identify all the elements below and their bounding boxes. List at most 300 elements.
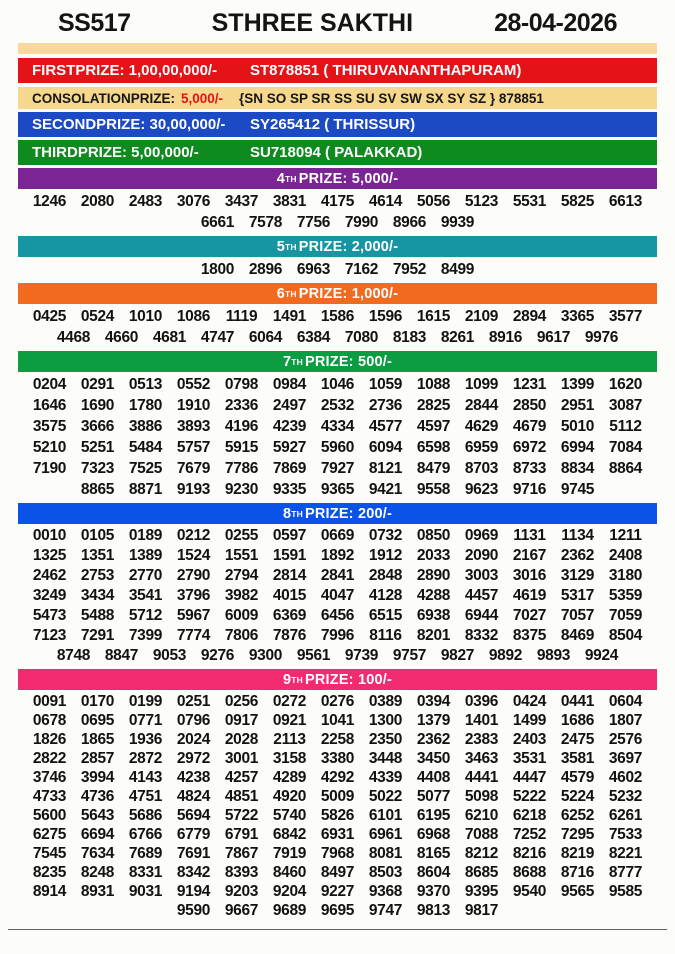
ticket-number: 6456 bbox=[320, 607, 355, 624]
ticket-number: 1399 bbox=[560, 375, 595, 393]
ticket-number: 9193 bbox=[176, 480, 211, 498]
ticket-row bbox=[18, 768, 657, 787]
ticket-row bbox=[18, 327, 657, 348]
ticket-number: 8165 bbox=[416, 844, 451, 862]
ticket-number: 4015 bbox=[272, 587, 307, 604]
ticket-number: 2951 bbox=[560, 396, 595, 414]
ticket-number: 5826 bbox=[320, 806, 355, 824]
ticket-number: 1379 bbox=[416, 711, 451, 729]
ticket-number: 6963 bbox=[296, 260, 331, 278]
ticket-number: 8469 bbox=[560, 627, 595, 644]
ticket-row bbox=[18, 730, 657, 749]
ticket-number: 5694 bbox=[176, 806, 211, 824]
ticket-number: 6064 bbox=[248, 328, 283, 346]
ticket-number: 2576 bbox=[608, 730, 643, 748]
third-prize-label: THIRDPRIZE: 5,00,000/- bbox=[32, 144, 199, 161]
ticket-number: 4257 bbox=[224, 768, 259, 786]
ticket-number: 7080 bbox=[344, 328, 379, 346]
ticket-number: 9716 bbox=[512, 480, 547, 498]
ticket-row bbox=[18, 212, 657, 233]
ticket-number: 2475 bbox=[560, 730, 595, 748]
ticket-number: 8748 bbox=[56, 647, 91, 664]
ticket-number: 4239 bbox=[272, 417, 307, 435]
ticket-number: 2109 bbox=[464, 307, 499, 325]
ticket-number: 7057 bbox=[560, 607, 595, 624]
prize-4-header: 4 TH PRIZE: 5,000/- bbox=[18, 168, 657, 189]
ticket-number: 8116 bbox=[369, 627, 402, 644]
ticket-row bbox=[18, 825, 657, 844]
ticket-number: 2532 bbox=[320, 396, 355, 414]
ticket-number: 9695 bbox=[320, 901, 355, 919]
ticket-number: 1351 bbox=[80, 547, 115, 564]
ticket-number: 4339 bbox=[368, 768, 403, 786]
ticket-number: 6101 bbox=[368, 806, 403, 824]
ticket-number: 7774 bbox=[176, 627, 211, 644]
ticket-number: 3746 bbox=[32, 768, 67, 786]
ticket-number: 9194 bbox=[176, 882, 211, 900]
ticket-number: 3531 bbox=[512, 749, 547, 767]
ticket-number: 0695 bbox=[80, 711, 115, 729]
ticket-number: 0396 bbox=[464, 692, 499, 710]
ticket-number: 7525 bbox=[128, 459, 163, 477]
ticket-number: 3575 bbox=[32, 417, 67, 435]
ticket-number: 0199 bbox=[128, 692, 163, 710]
ticket-number: 1690 bbox=[80, 396, 115, 414]
ticket-number: 5722 bbox=[224, 806, 259, 824]
ticket-number: 7088 bbox=[464, 825, 499, 843]
ticket-number: 1936 bbox=[128, 730, 163, 748]
ticket-row bbox=[18, 863, 657, 882]
ticket-number: 8703 bbox=[464, 459, 499, 477]
ticket-number: 8342 bbox=[176, 863, 211, 881]
ticket-row bbox=[18, 711, 657, 730]
ticket-number: 5473 bbox=[32, 607, 67, 624]
ticket-number: 6275 bbox=[32, 825, 67, 843]
ticket-number: 1826 bbox=[32, 730, 67, 748]
ticket-number: 8847 bbox=[104, 647, 139, 664]
ticket-number: 7123 bbox=[32, 627, 67, 644]
ticket-number: 6195 bbox=[416, 806, 451, 824]
prize-section-7 bbox=[18, 351, 657, 500]
ticket-number: 8183 bbox=[392, 328, 427, 346]
ticket-number: 3001 bbox=[224, 749, 259, 767]
ticket-row bbox=[18, 882, 657, 901]
ticket-number: 5488 bbox=[80, 607, 115, 624]
ticket-number: 2790 bbox=[176, 567, 211, 584]
ticket-number: 4143 bbox=[128, 768, 163, 786]
ticket-number: 4614 bbox=[368, 192, 403, 210]
ticket-number: 8460 bbox=[272, 863, 307, 881]
ticket-number: 7190 bbox=[32, 459, 67, 477]
ticket-number: 5643 bbox=[80, 806, 115, 824]
ticket-number: 0984 bbox=[272, 375, 307, 393]
ticket-number: 7084 bbox=[608, 438, 643, 456]
ticket-number: 4468 bbox=[56, 328, 91, 346]
ticket-number: 4128 bbox=[368, 587, 403, 604]
ticket-number: 6944 bbox=[464, 607, 499, 624]
ticket-number: 8966 bbox=[392, 213, 427, 231]
ticket-row bbox=[18, 844, 657, 863]
ticket-number: 1800 bbox=[200, 260, 235, 278]
ticket-number: 9747 bbox=[368, 901, 403, 919]
ticket-number: 1892 bbox=[320, 547, 355, 564]
ticket-number: 5600 bbox=[32, 806, 67, 824]
ticket-number: 4736 bbox=[80, 787, 115, 805]
ticket-number: 5123 bbox=[464, 192, 499, 210]
ticket-number: 9368 bbox=[368, 882, 403, 900]
ticket-number: 7533 bbox=[608, 825, 643, 843]
ticket-number: 5317 bbox=[560, 587, 595, 604]
ticket-number: 0424 bbox=[512, 692, 547, 710]
ticket-number: 8497 bbox=[320, 863, 355, 881]
ticket-number: 6009 bbox=[224, 607, 259, 624]
ticket-number: 8604 bbox=[416, 863, 451, 881]
ticket-number: 5098 bbox=[464, 787, 499, 805]
ticket-number: 6694 bbox=[80, 825, 115, 843]
ticket-number: 9053 bbox=[152, 647, 187, 664]
ticket-number: 9421 bbox=[368, 480, 403, 498]
ticket-number: 2497 bbox=[272, 396, 307, 414]
ticket-row bbox=[18, 416, 657, 437]
ticket-number: 3158 bbox=[272, 749, 307, 767]
ticket-number: 7323 bbox=[80, 459, 115, 477]
ticket-number: 5531 bbox=[512, 192, 547, 210]
ticket-number: 2408 bbox=[608, 547, 643, 564]
ticket-number: 8393 bbox=[224, 863, 259, 881]
ticket-number: 5740 bbox=[272, 806, 307, 824]
ticket-number: 4629 bbox=[464, 417, 499, 435]
ticket-row bbox=[18, 458, 657, 479]
ticket-number: 8685 bbox=[464, 863, 499, 881]
ticket-number: 2336 bbox=[224, 396, 259, 414]
ticket-number: 9617 bbox=[536, 328, 571, 346]
ticket-row bbox=[18, 191, 657, 212]
ticket-number: 4597 bbox=[416, 417, 451, 435]
ticket-number: 8235 bbox=[32, 863, 67, 881]
ticket-number: 5757 bbox=[176, 438, 211, 456]
ticket-number: 8216 bbox=[512, 844, 547, 862]
prize-header-text: 5 bbox=[276, 238, 286, 255]
prize-section-4 bbox=[18, 168, 657, 233]
ticket-number: 3016 bbox=[512, 567, 547, 584]
ticket-number: 5222 bbox=[512, 787, 547, 805]
ticket-number: 2794 bbox=[224, 567, 259, 584]
ticket-number: 0105 bbox=[80, 527, 115, 544]
ticket-number: 9335 bbox=[272, 480, 307, 498]
ticket-number: 7968 bbox=[320, 844, 355, 862]
ticket-number: 5915 bbox=[224, 438, 259, 456]
ticket-number: 3796 bbox=[176, 587, 211, 604]
prize-9-header: 9 TH PRIZE: 100/- bbox=[18, 669, 657, 690]
ticket-number: 0597 bbox=[272, 527, 307, 544]
ticket-number: 1046 bbox=[320, 375, 355, 393]
ticket-number: 2350 bbox=[368, 730, 403, 748]
ticket-number: 4679 bbox=[512, 417, 547, 435]
ticket-number: 8716 bbox=[560, 863, 595, 881]
ticket-number: 1524 bbox=[176, 547, 211, 564]
ticket-row bbox=[18, 692, 657, 711]
consolation-series-list: {SN SO SP SR SS SU SV SW SX SY SZ } 878851 bbox=[239, 90, 544, 106]
prize-header-text: 8 bbox=[282, 505, 292, 522]
ticket-number: 9585 bbox=[608, 882, 643, 900]
ticket-number: 9924 bbox=[584, 647, 619, 664]
ticket-number: 0796 bbox=[176, 711, 211, 729]
ticket-number: 3003 bbox=[464, 567, 499, 584]
ticket-row bbox=[18, 787, 657, 806]
ticket-number: 4824 bbox=[176, 787, 211, 805]
ticket-number: 1059 bbox=[368, 375, 403, 393]
ticket-number: 2857 bbox=[80, 749, 115, 767]
ticket-number: 5967 bbox=[176, 607, 211, 624]
ticket-number: 3994 bbox=[80, 768, 115, 786]
ticket-row bbox=[18, 374, 657, 395]
ticket-number: 3581 bbox=[560, 749, 595, 767]
ticket-number: 6938 bbox=[416, 607, 451, 624]
ticket-number: 9031 bbox=[128, 882, 163, 900]
ticket-number: 9370 bbox=[416, 882, 451, 900]
ticket-number: 6961 bbox=[368, 825, 403, 843]
ticket-number: 2814 bbox=[272, 567, 307, 584]
ticket-number: 8864 bbox=[608, 459, 643, 477]
ticket-number: 5927 bbox=[272, 438, 307, 456]
ticket-number: 2890 bbox=[416, 567, 451, 584]
ticket-number: 0850 bbox=[416, 527, 451, 544]
first-prize-label: FIRSTPRIZE: 1,00,00,000/- bbox=[32, 62, 218, 79]
ticket-number: 2841 bbox=[320, 567, 355, 584]
ticket-number: 3577 bbox=[608, 307, 643, 325]
ticket-number: 1231 bbox=[512, 375, 547, 393]
ticket-number: 1099 bbox=[464, 375, 499, 393]
ticket-number: 0524 bbox=[80, 307, 115, 325]
ticket-number: 2362 bbox=[416, 730, 451, 748]
ticket-number: 5010 bbox=[560, 417, 595, 435]
ticket-number: 8916 bbox=[488, 328, 523, 346]
ticket-number: 1865 bbox=[80, 730, 115, 748]
ticket-number: 2090 bbox=[464, 547, 499, 564]
ticket-number: 0921 bbox=[272, 711, 307, 729]
ticket-number: 3076 bbox=[176, 192, 211, 210]
ticket-number: 3087 bbox=[608, 396, 643, 414]
ticket-number: 5712 bbox=[128, 607, 163, 624]
prize-header-text: PRIZE: 2,000/- bbox=[298, 238, 399, 255]
ticket-number: 2972 bbox=[176, 749, 211, 767]
ticket-number: 2872 bbox=[128, 749, 163, 767]
ticket-number: 7399 bbox=[128, 627, 163, 644]
ticket-number: 0917 bbox=[224, 711, 259, 729]
ticket-number: 5251 bbox=[80, 438, 115, 456]
ticket-number: 1300 bbox=[368, 711, 403, 729]
ticket-number: 8201 bbox=[416, 627, 451, 644]
ticket-number: 7786 bbox=[224, 459, 259, 477]
ticket-number: 9892 bbox=[488, 647, 523, 664]
ticket-number: 7295 bbox=[560, 825, 595, 843]
ticket-number: 5960 bbox=[320, 438, 355, 456]
ticket-number: 5022 bbox=[368, 787, 403, 805]
ticket-number: 9893 bbox=[536, 647, 571, 664]
ticket-row bbox=[18, 901, 657, 920]
ticket-number: 4660 bbox=[104, 328, 139, 346]
ticket-number: 4408 bbox=[416, 768, 451, 786]
ticket-number: 7634 bbox=[80, 844, 115, 862]
ticket-number: 2850 bbox=[512, 396, 547, 414]
ticket-number: 3249 bbox=[32, 587, 67, 604]
ticket-number: 4457 bbox=[464, 587, 499, 604]
consolation-prize-bar bbox=[18, 87, 657, 109]
ticket-number: 1131 bbox=[513, 527, 546, 544]
ticket-number: 9739 bbox=[344, 647, 379, 664]
ticket-number: 0091 bbox=[32, 692, 67, 710]
ticket-number: 0212 bbox=[176, 527, 211, 544]
prize-7-header: 7 TH PRIZE: 500/- bbox=[18, 351, 657, 372]
ticket-row bbox=[18, 606, 657, 626]
ticket-number: 1910 bbox=[176, 396, 211, 414]
ticket-number: 1686 bbox=[560, 711, 595, 729]
ticket-number: 7927 bbox=[320, 459, 355, 477]
ticket-number: 4851 bbox=[224, 787, 259, 805]
ticket-number: 0552 bbox=[176, 375, 211, 393]
ticket-number: 5686 bbox=[128, 806, 163, 824]
ticket-number: 7162 bbox=[344, 260, 379, 278]
ticket-number: 0389 bbox=[368, 692, 403, 710]
ticket-number: 3448 bbox=[368, 749, 403, 767]
prize-section-6 bbox=[18, 283, 657, 348]
second-prize-label: SECONDPRIZE: 30,00,000/- bbox=[32, 116, 226, 133]
ticket-number: 1211 bbox=[609, 527, 642, 544]
ticket-number: 4441 bbox=[464, 768, 499, 786]
ticket-row bbox=[18, 306, 657, 327]
ticket-number: 8479 bbox=[416, 459, 451, 477]
ticket-number: 6661 bbox=[200, 213, 235, 231]
ticket-number: 3697 bbox=[608, 749, 643, 767]
ticket-number: 4751 bbox=[128, 787, 163, 805]
ticket-number: 4289 bbox=[272, 768, 307, 786]
ticket-number: 7806 bbox=[224, 627, 259, 644]
ticket-number: 2167 bbox=[512, 547, 547, 564]
ticket-number: 1586 bbox=[320, 307, 355, 325]
ticket-number: 2024 bbox=[176, 730, 211, 748]
ticket-number: 1401 bbox=[464, 711, 499, 729]
ticket-number: 7867 bbox=[224, 844, 259, 862]
ticket-number: 5112 bbox=[609, 417, 642, 435]
ticket-number: 6384 bbox=[296, 328, 331, 346]
ticket-number: 4292 bbox=[320, 768, 355, 786]
ticket-number: 8865 bbox=[80, 480, 115, 498]
ticket-number: 2894 bbox=[512, 307, 547, 325]
ticket-number: 3666 bbox=[80, 417, 115, 435]
ticket-number: 1780 bbox=[128, 396, 163, 414]
ticket-number: 9365 bbox=[320, 480, 355, 498]
ticket-number: 5077 bbox=[416, 787, 451, 805]
ticket-number: 6968 bbox=[416, 825, 451, 843]
ticket-number: 3180 bbox=[608, 567, 643, 584]
ticket-number: 1325 bbox=[32, 547, 67, 564]
ticket-number: 8248 bbox=[80, 863, 115, 881]
ticket-number: 6261 bbox=[608, 806, 643, 824]
ticket-row bbox=[18, 526, 657, 546]
ticket-number: 4681 bbox=[152, 328, 187, 346]
ticket-number: 4733 bbox=[32, 787, 67, 805]
top-strip bbox=[18, 43, 657, 54]
ticket-number: 2896 bbox=[248, 260, 283, 278]
prize-header-text: 7 bbox=[282, 353, 292, 370]
ticket-number: 4747 bbox=[200, 328, 235, 346]
ticket-number: 0255 bbox=[224, 527, 259, 544]
ticket-number: 9813 bbox=[416, 901, 451, 919]
prize-header-text: PRIZE: 200/- bbox=[304, 505, 392, 522]
ticket-row bbox=[18, 586, 657, 606]
ticket-number: 6994 bbox=[560, 438, 595, 456]
ticket-number: 2844 bbox=[464, 396, 499, 414]
prize-header-text: 4 bbox=[276, 170, 286, 187]
ticket-number: 3450 bbox=[416, 749, 451, 767]
prize-header-text: PRIZE: 5,000/- bbox=[298, 170, 399, 187]
lower-prizes bbox=[18, 168, 657, 920]
ticket-row bbox=[18, 259, 657, 280]
ticket-number: 5232 bbox=[608, 787, 643, 805]
ticket-number: 8212 bbox=[464, 844, 499, 862]
ticket-row bbox=[18, 626, 657, 646]
ticket-number: 2403 bbox=[512, 730, 547, 748]
prize-8-header: 8 TH PRIZE: 200/- bbox=[18, 503, 657, 524]
ticket-number: 5224 bbox=[560, 787, 595, 805]
ticket-number: 6842 bbox=[272, 825, 307, 843]
ticket-number: 7545 bbox=[32, 844, 67, 862]
ticket-number: 9939 bbox=[440, 213, 475, 231]
ticket-number: 9230 bbox=[224, 480, 259, 498]
prize-section-5 bbox=[18, 236, 657, 280]
ticket-number: 9203 bbox=[224, 882, 259, 900]
ticket-number: 5009 bbox=[320, 787, 355, 805]
ticket-number: 7691 bbox=[176, 844, 211, 862]
ticket-row bbox=[18, 437, 657, 458]
ticket-number: 0010 bbox=[32, 527, 67, 544]
ticket-row bbox=[18, 566, 657, 586]
ticket-number: 4602 bbox=[608, 768, 643, 786]
ticket-number: 8914 bbox=[32, 882, 67, 900]
ticket-number: 7990 bbox=[344, 213, 379, 231]
ticket-number: 0441 bbox=[560, 692, 595, 710]
consolation-prize-amount: 5,000/- bbox=[181, 90, 224, 106]
ticket-number: 9590 bbox=[176, 901, 211, 919]
ticket-number: 2848 bbox=[368, 567, 403, 584]
ticket-number: 1491 bbox=[272, 307, 307, 325]
ticket-number: 2736 bbox=[368, 396, 403, 414]
ticket-number: 1499 bbox=[512, 711, 547, 729]
prize-header-text: 9 bbox=[282, 671, 292, 688]
ticket-number: 4047 bbox=[320, 587, 355, 604]
ticket-number: 6791 bbox=[224, 825, 259, 843]
ticket-number: 9561 bbox=[296, 647, 331, 664]
ticket-number: 1620 bbox=[608, 375, 643, 393]
ticket-number: 3893 bbox=[176, 417, 211, 435]
ticket-number: 0170 bbox=[80, 692, 115, 710]
ticket-number: 4175 bbox=[320, 192, 355, 210]
ticket-number: 9565 bbox=[560, 882, 595, 900]
ticket-number: 2113 bbox=[273, 730, 306, 748]
ticket-number: 2825 bbox=[416, 396, 451, 414]
ticket-number: 6094 bbox=[368, 438, 403, 456]
second-prize-winner: SY265412 ( THRISSUR) bbox=[250, 116, 416, 133]
ticket-number: 3129 bbox=[560, 567, 595, 584]
ticket-number: 8733 bbox=[512, 459, 547, 477]
ticket-number: 5056 bbox=[416, 192, 451, 210]
ticket-number: 1596 bbox=[368, 307, 403, 325]
ticket-number: 6931 bbox=[320, 825, 355, 843]
ticket-number: 3463 bbox=[464, 749, 499, 767]
ticket-number: 8499 bbox=[440, 260, 475, 278]
ticket-number: 8688 bbox=[512, 863, 547, 881]
ticket-number: 7876 bbox=[272, 627, 307, 644]
